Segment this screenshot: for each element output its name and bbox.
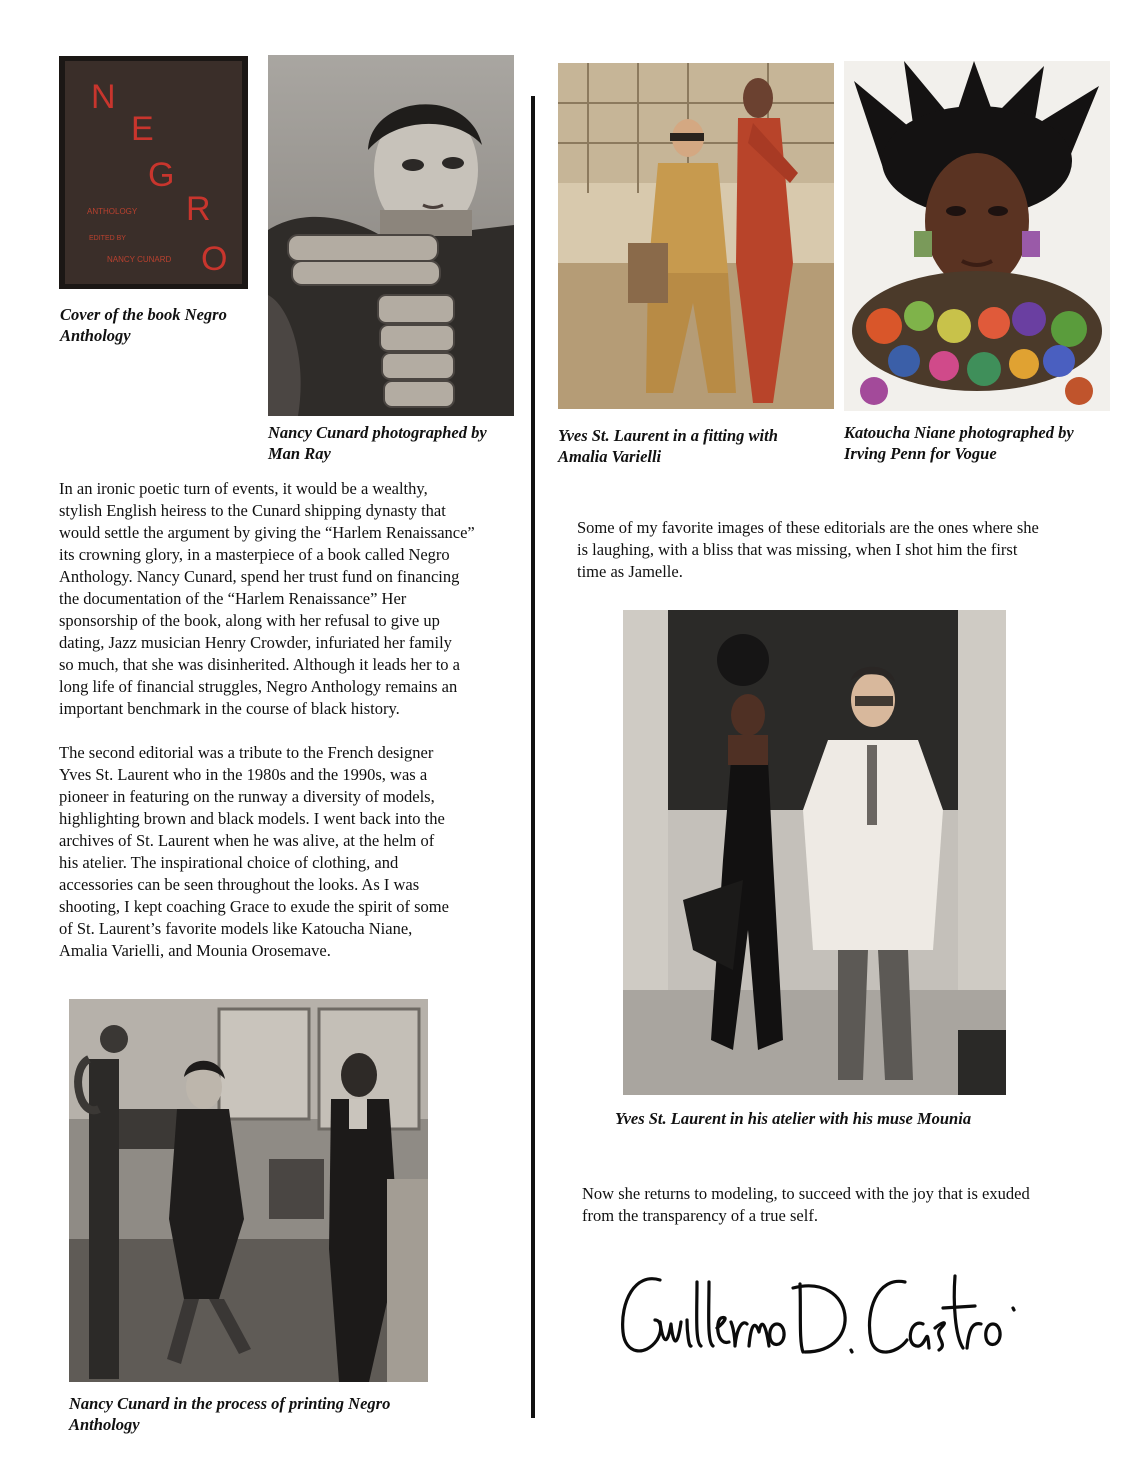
caption-book-cover: Cover of the book Negro Anthology [60, 305, 227, 345]
paragraph-harlem-renaissance: In an ironic poetic turn of events, it would be a wealthy, stylish English heiress to the Cunard shipping dynasty that would settle the argument by giving the “Harlem Renaissance” its crowning glory, in a masterpiece of a book called Negro Anthology. Nancy Cunard, spend her trust fund on financing the documentation of the “Harlem Renaissance” Her sponsorship of the book, along with her refusal to give up dating, Jazz musician Henry Crowder, infuriated her family so much, that she was disinherited. Although it leads her to a long life of financial struggles, Negro Anthology remains an important benchmark in the course of black history. [59, 479, 475, 718]
ysl-fitting-photo [558, 63, 834, 409]
cover-letter-g: G [148, 156, 175, 194]
caption-katoucha: Katoucha Niane photographed by Irving Penn for Vogue [844, 423, 1074, 463]
caption-ysl-atelier: Yves St. Laurent in his atelier with his muse Mounia [615, 1109, 972, 1128]
cover-letter-n: N [91, 78, 116, 116]
cover-letter-e: E [131, 110, 154, 148]
paragraph-favorite-images: Some of my favorite images of these editorials are the ones where she is laughing, with a bliss that was missing, when I shot him the first time as Jamelle. [577, 518, 1039, 581]
caption-ysl-fitting: Yves St. Laurent in a fitting with Amalia Varielli [558, 426, 778, 466]
katoucha-niane-photo [844, 61, 1110, 411]
cover-letter-r: R [186, 190, 211, 228]
signature [615, 1262, 1025, 1382]
nancy-cunard-printing-photo [69, 999, 428, 1382]
paragraph-returns-to-modeling: Now she returns to modeling, to succeed with the joy that is exuded from the transparency of a true self. [582, 1184, 1030, 1225]
ysl-atelier-mounia-photo [623, 610, 1006, 1095]
caption-nancy-printing: Nancy Cunard in the process of printing Negro Anthology [69, 1394, 391, 1434]
cover-small-line-2: EDITED BY [89, 235, 126, 242]
paragraph-ysl-tribute: The second editorial was a tribute to the French designer Yves St. Laurent who in the 1980s and the 1990s, was a pioneer in featuring on the runway a diversity of models, highlighting brown and black models. I went back into the archives of St. Laurent when he was alive, at the helm of his atelier. The inspirational choice of clothing, and accessories can be seen throughout the looks. As I was shooting, I kept coaching Grace to exude the spirit of some of St. Laurent’s favorite models like Katoucha Niane, Amalia Varielli, and Mounia Orosemave. [59, 743, 449, 960]
cover-small-line-3: NANCY CUNARD [107, 255, 172, 264]
caption-nancy-man-ray: Nancy Cunard photographed by Man Ray [268, 423, 487, 463]
cover-small-line-1: ANTHOLOGY [87, 207, 138, 216]
cover-letter-o: O [201, 240, 228, 278]
nancy-cunard-man-ray-photo [268, 55, 514, 416]
book-cover-image [59, 56, 248, 289]
column-divider [531, 96, 535, 1418]
